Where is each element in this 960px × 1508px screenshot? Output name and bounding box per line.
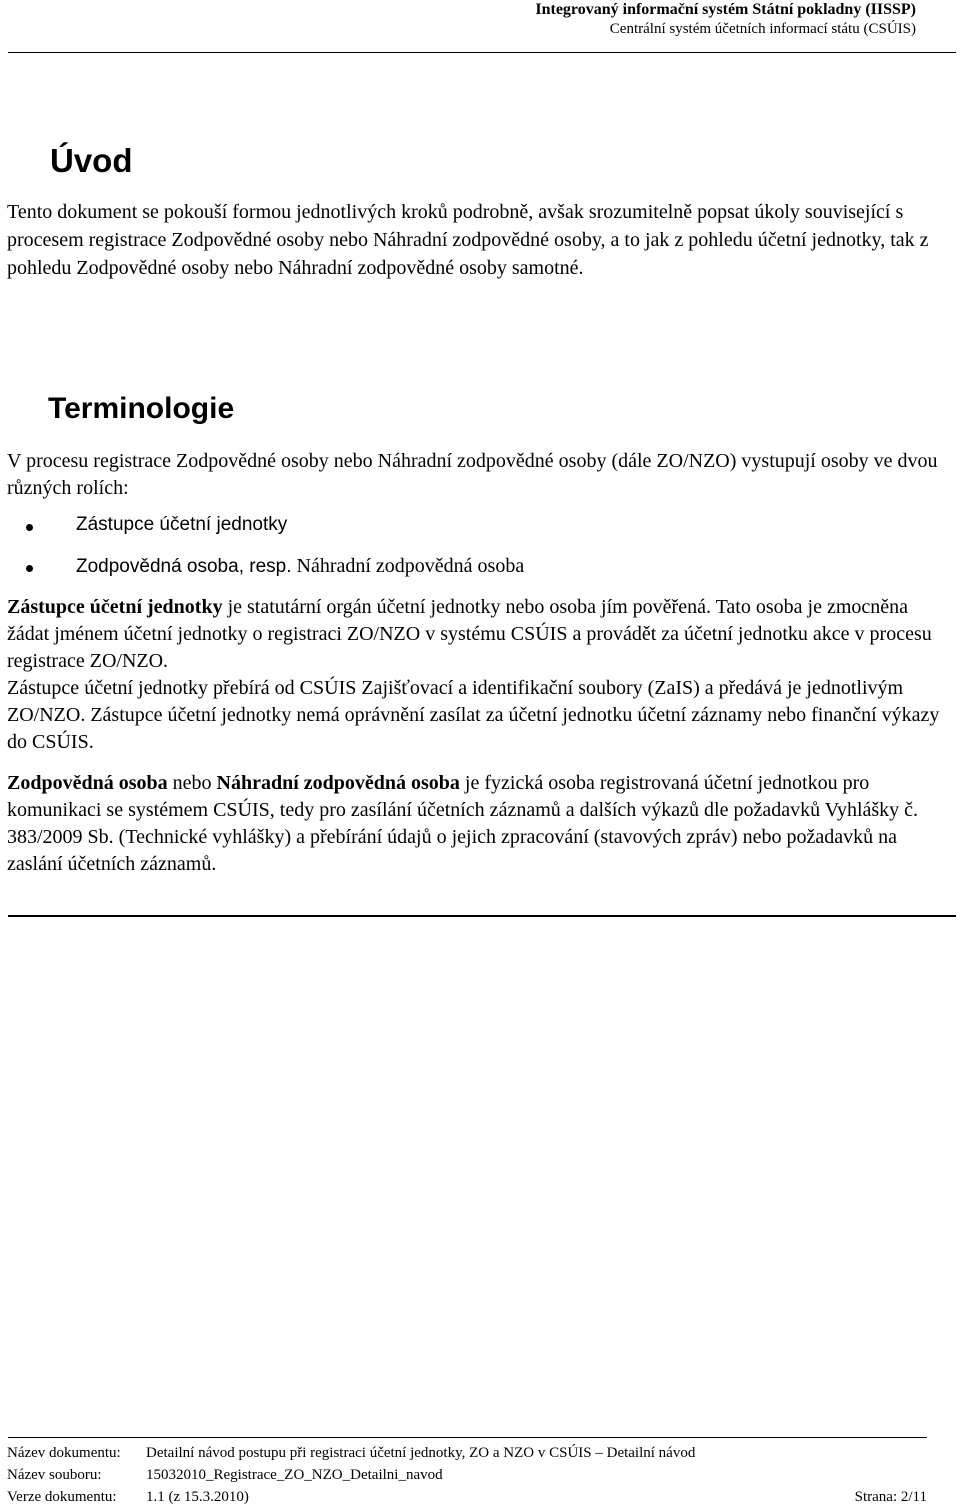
term-representative: Zástupce účetní jednotky [7, 596, 223, 618]
bullet-text: Zástupce účetní jednotky [76, 514, 288, 535]
terminology-lead: V procesu registrace Zodpovědné osoby nebo Náhradní zodpovědné osoby (dále ZO/NZO) vystupují osoby ve dvou různých rolích: [7, 450, 938, 499]
footer-doc-label: Název dokumentu: [7, 1445, 121, 1461]
bullet-dot-icon [26, 524, 33, 531]
document-header [535, 0, 916, 38]
section-divider [8, 915, 956, 917]
intro-heading: Úvod [50, 142, 133, 179]
header-system-name: Integrovaný informační systém Státní pokladny (IISSP) [535, 1, 916, 18]
footer-doc-value: Detailní návod postupu při registraci účetní jednotky, ZO a NZO v CSÚIS – Detailní návod [146, 1445, 696, 1461]
page-number: Strana: 2/11 [854, 1489, 927, 1505]
footer-file-value: 15032010_Registrace_ZO_NZO_Detailni_navod [146, 1467, 443, 1483]
representative-definition: Zástupce účetní jednotky je statutární orgán účetní jednotky nebo osoba jím pověřená. Tato osoba je zmocněna žádat jménem účetní jednotky o registraci ZO/NZO v systému CSÚIS a provádět za účetní jednotku akce v procesu registrace ZO/NZO. Zástupce účetní jednotky přebírá od CSÚIS Zajišťovací a identifikační soubory (ZaIS) a předává je jednotlivým ZO/NZO. Zástupce účetní jednotky nemá oprávnění zasílat za účetní jednotku účetní záznamy nebo finanční výkazy do CSÚIS. [7, 596, 940, 753]
header-subsystem-name: Centrální systém účetních informací státu (CSÚIS) [609, 21, 916, 37]
footer-file-label: Název souboru: [7, 1467, 102, 1483]
footer-divider [8, 1437, 927, 1438]
term-responsible-person: Zodpovědná osoba [7, 772, 168, 794]
bullet-dot-icon [26, 565, 33, 572]
header-divider [8, 52, 956, 53]
footer-version-value: 1.1 (z 15.3.2010) [146, 1489, 249, 1505]
footer-version-label: Verze dokumentu: [7, 1489, 117, 1505]
responsible-person-definition: Zodpovědná osoba nebo Náhradní zodpovědná osoba je fyzická osoba registrovaná účetní jednotkou pro komunikaci se systémem CSÚIS, tedy pro zasílání účetních záznamů a dalších výkazů dle požadavků Vyhlášky č. 383/2009 Sb. (Technické vyhlášky) a přebírání údajů o jejich zpracování (stavových zpráv) nebo požadavků na zaslání účetních záznamů. [7, 772, 919, 875]
term-substitute-responsible-person: Náhradní zodpovědná osoba [216, 772, 460, 794]
bullet-text: Zodpovědná osoba, resp. Náhradní zodpovědná osoba [76, 555, 525, 577]
intro-paragraph: Tento dokument se pokouší formou jednotlivých kroků podrobně, avšak srozumitelně popsat úkoly související s procesem registrace Zodpovědné osoby nebo Náhradní zodpovědné osoby, a to jak z pohledu účetní jednotky, tak z pohledu Zodpovědné osoby nebo Náhradní zodpovědné osoby samotné. [7, 201, 929, 279]
document-footer [7, 1442, 927, 1508]
terminology-heading: Terminologie [48, 392, 235, 425]
